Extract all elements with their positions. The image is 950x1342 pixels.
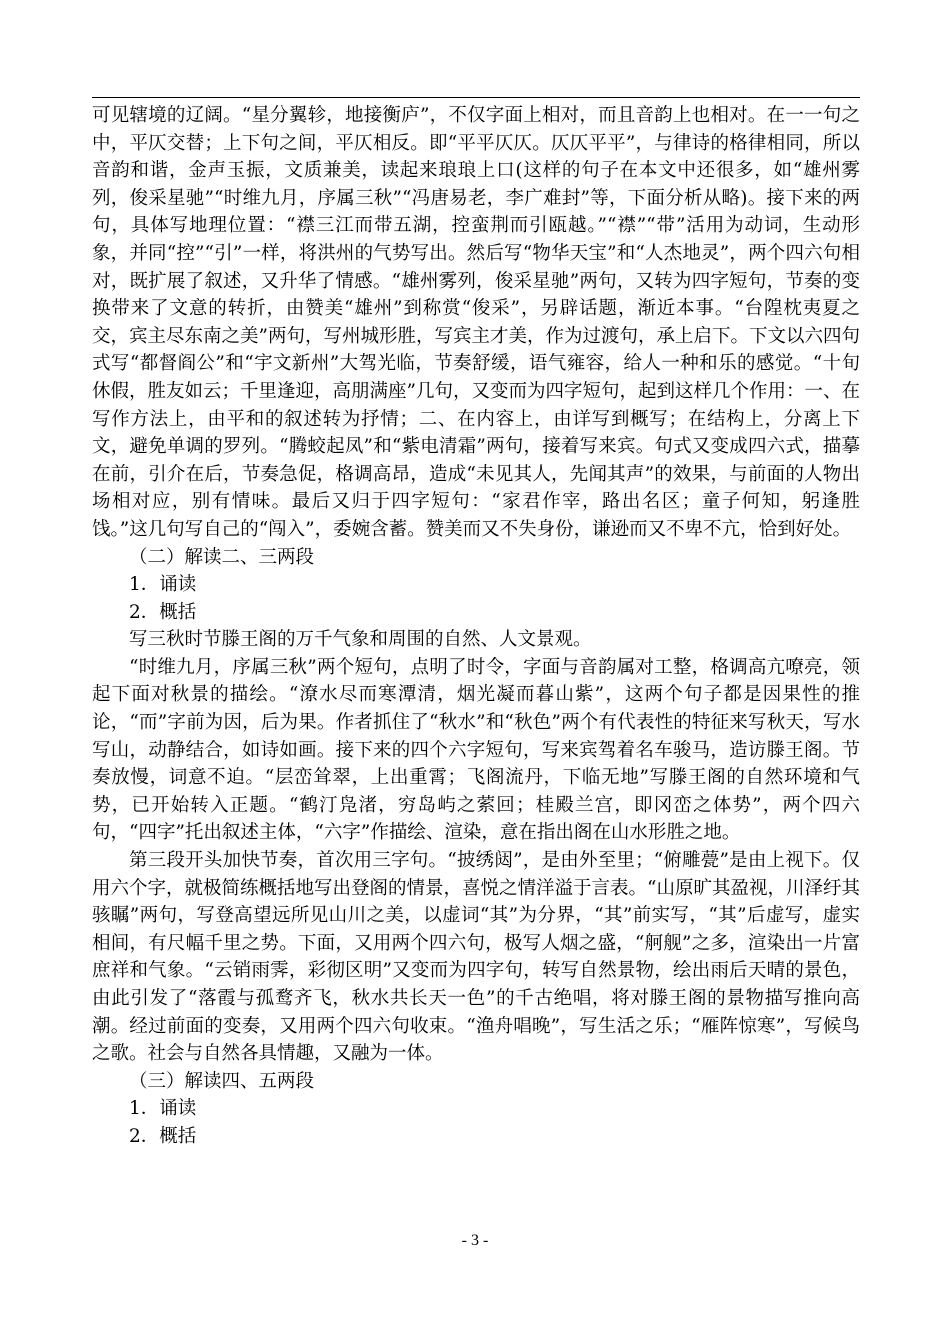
list-item-recite-2: 1．诵读: [129, 1098, 197, 1120]
section-heading-2-3: （二）解读二、三两段: [129, 546, 315, 568]
page-number: - 3 -: [461, 1232, 489, 1249]
paragraph-analysis-first-section: 可见辖境的辽阔。“星分翼轸，地接衡庐”，不仅字面上相对，而且音韵上也相对。在一一句之中，平仄交替；上下句之间，平仄相反。即“平平仄仄。仄仄平平”，与律诗的格律相同，所以音韵和谐，金声玉振，文质兼美，读起来琅琅上口(这样的句子在本文中还很多，如“雄州雾列，俊采星驰”“时维九月，序属三秋”“冯唐易老，李广难封”等，下面分析从略)。接下来的两句，具体写地理位置：“襟三江而带五湖，控蛮荆而引瓯越。”“襟”“带”活用为动词，生动形象，并同“控”“引”一样，将洪州的气势写出。然后写“物华天宝”和“人杰地灵”，两个四六句相对，既扩展了叙述，又升华了情感。“雄州雾列，俊采星驰”两句，又转为四字短句，节奏的变换带来了文意的转折，由赞美“雄州”到称赏“俊采”，另辟话题，渐近本事。“台隍枕夷夏之交，宾主尽东南之美”两句，写州城形胜，写宾主才美，作为过渡句，承上启下。下文以六四句式写“都督阎公”和“宇文新州”大驾光临，节奏舒缓，语气雍容，给人一种和乐的感觉。“十旬休假，胜友如云；千里逢迎，高朋满座”几句，又变而为四字短句，起到这样几个作用：一、在写作方法上，由平和的叙述转为抒情；二、在内容上，由详写到概写；在结构上，分离上下文，避免单调的罗列。“腾蛟起凤”和“紫电清霜”两句，接着写来宾。句式又变成四六式，描摹在前，引介在后，节奏急促，格调高昂，造成“未见其人，先闻其声”的效果，与前面的人物出场相对应，别有情味。最后又归于四字短句：“家君作宰，路出名区；童子何知，躬逢胜饯。”这几句写自己的“闯入”，委婉含蓄。赞美而又不失身份，谦逊而又不卑不亢，恰到好处。: [92, 105, 860, 540]
paragraph-autumn-scene: “时维九月，序属三秋”两个短句，点明了时令，字面与音韵属对工整，格调高亢嘹亮，领起下面对秋景的描绘。“潦水尽而寒潭清，烟光凝而暮山紫”，这两个句子都是因果性的推论，“而”字前为因，后为果。作者抓住了“秋水”和“秋色”两个有代表性的特征来写秋天，写水写山，动静结合，如诗如画。接下来的四个六字短句，写来宾驾着名车骏马，造访滕王阁。节奏放慢，词意不迫。“层峦耸翠，上出重霄；飞阁流丹，下临无地”写滕王阁的自然环境和气势，已开始转入正题。“鹤汀凫渚，穷岛屿之萦回；桂殿兰宫，即冈峦之体势”，两个四六句，“四字”托出叙述主体，“六字”作描绘、渲染，意在指出阁在山水形胜之地。: [92, 656, 860, 844]
document-body: [92, 102, 860, 1151]
section-heading-4-5: （三）解读四、五两段: [129, 1070, 315, 1092]
list-item-recite: 1．诵读: [129, 574, 197, 596]
paragraph-summary-text: 写三秋时节滕王阁的万千气象和周围的自然、人文景观。: [129, 629, 592, 651]
header-rule: [92, 97, 860, 98]
list-item-summary: 2．概括: [129, 601, 197, 623]
paragraph-third-section: 第三段开头加快节奏，首次用三字句。“披绣闼”，是由外至里；“俯雕甍”是由上视下。仅用六个字，就极简练概括地写出登阁的情景，喜悦之情洋溢于言表。“山原旷其盈视，川泽纡其骇瞩”两句，写登高望远所见山川之美，以虚词“其”为分界，“其”前实写，“其”后虚写，虚实相间，有尺幅千里之势。下面，又用两个四六句，极写人烟之盛，“舸舰”之多，渲染出一片富庶祥和气象。“云销雨霁，彩彻区明”又变而为四字句，转写自然景物，绘出雨后天晴的景色，由此引发了“落霞与孤鹜齐飞，秋水共长天一色”的千古绝唱，将对滕王阁的景物描写推向高潮。经过前面的变奏，又用两个四六句收束。“渔舟唱晚”，写生活之乐；“雁阵惊寒”，写候鸟之歌。社会与自然各具情趣，又融为一体。: [92, 850, 860, 1065]
list-item-summary-2: 2．概括: [129, 1125, 197, 1147]
